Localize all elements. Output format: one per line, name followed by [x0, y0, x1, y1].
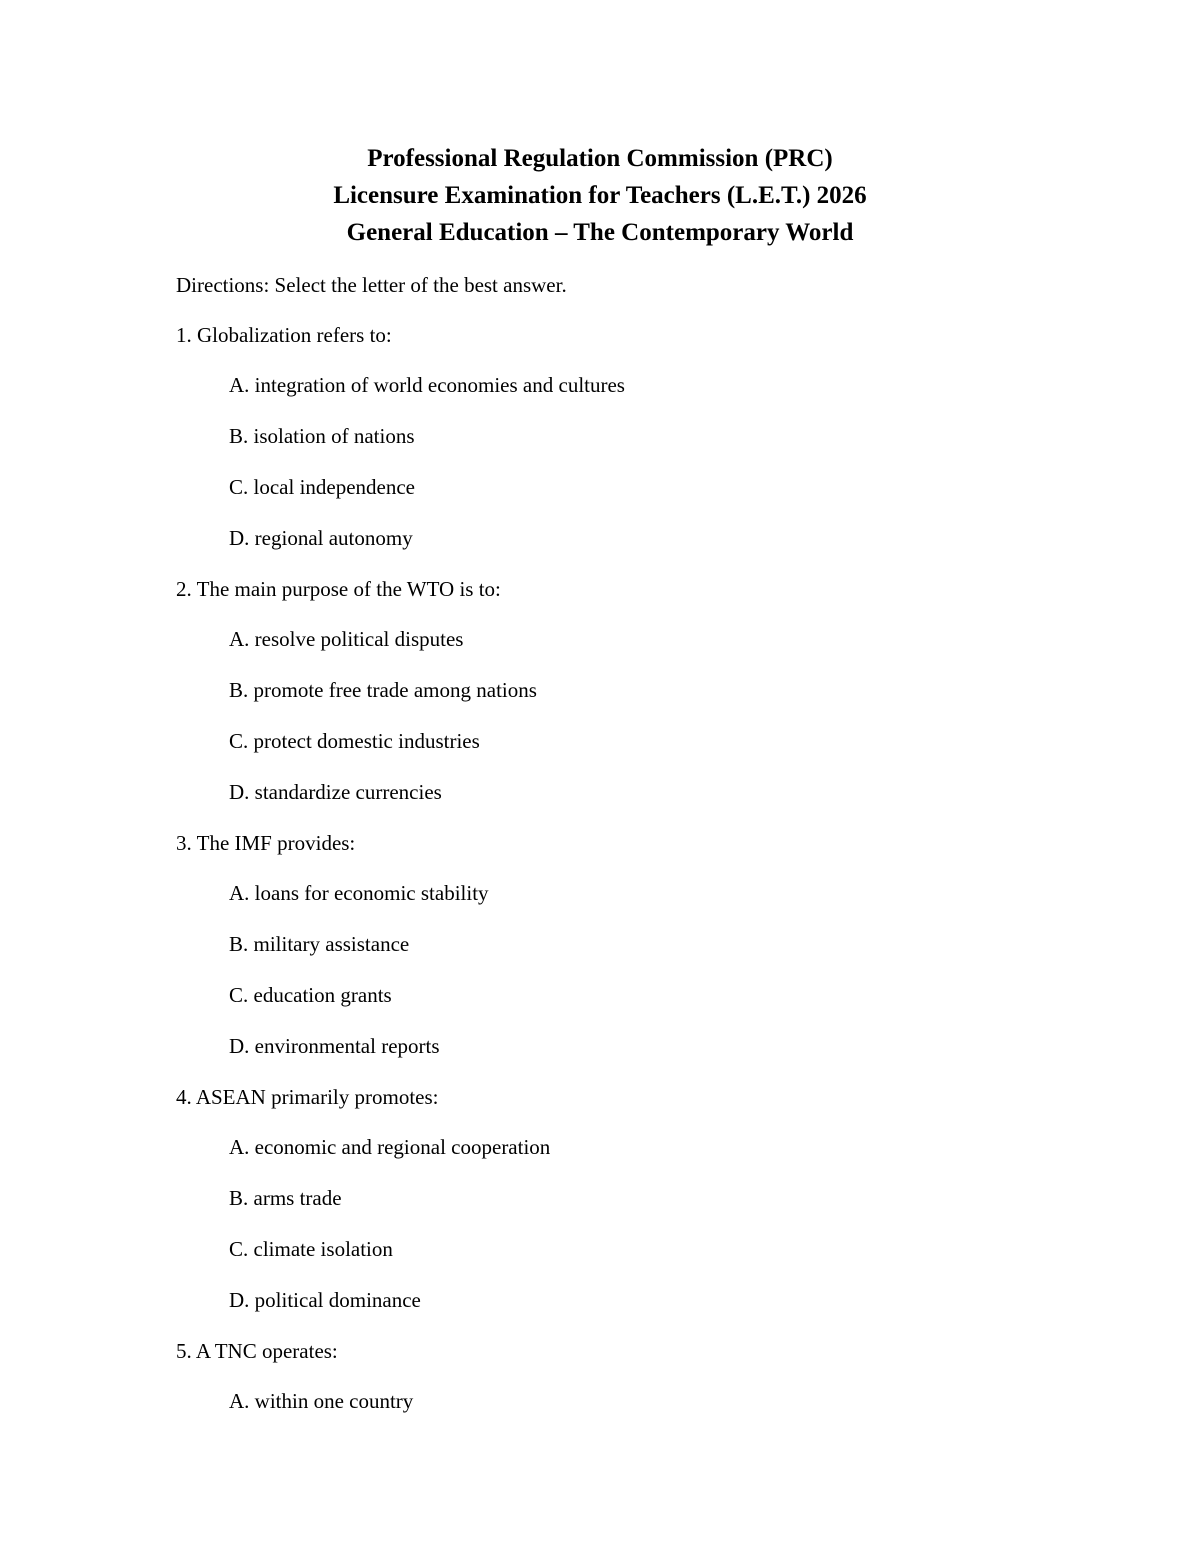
answer-option: A. loans for economic stability	[229, 881, 489, 905]
header-title-exam: Licensure Examination for Teachers (L.E.T.) 2026	[333, 182, 867, 209]
question-1	[176, 320, 1126, 553]
answer-option: C. education grants	[229, 983, 392, 1007]
answer-option: C. local independence	[229, 475, 416, 499]
document-header	[0, 140, 1200, 251]
question-text: 3. The IMF provides:	[176, 831, 356, 855]
header-title-organization: Professional Regulation Commission (PRC)	[367, 145, 833, 172]
question-2	[176, 574, 1126, 807]
answer-option: D. regional autonomy	[229, 526, 413, 550]
question-3	[176, 828, 1126, 1061]
question-4	[176, 1082, 1126, 1315]
question-list	[176, 320, 1126, 1437]
answer-option: A. resolve political disputes	[229, 627, 464, 651]
question-text: 4. ASEAN primarily promotes:	[176, 1085, 439, 1109]
answer-option: C. protect domestic industries	[229, 729, 480, 753]
answer-option: D. environmental reports	[229, 1034, 440, 1058]
answer-option: B. arms trade	[229, 1186, 342, 1210]
answer-option: B. promote free trade among nations	[229, 678, 537, 702]
header-title-subject: General Education – The Contemporary World	[346, 219, 854, 246]
answer-option: B. isolation of nations	[229, 424, 415, 448]
question-text: 5. A TNC operates:	[176, 1339, 338, 1363]
answer-option: A. within one country	[229, 1389, 414, 1413]
answer-option: D. standardize currencies	[229, 780, 442, 804]
answer-option: B. military assistance	[229, 932, 410, 956]
answer-option: D. political dominance	[229, 1288, 421, 1312]
answer-option: A. economic and regional cooperation	[229, 1135, 551, 1159]
answer-option: C. climate isolation	[229, 1237, 393, 1261]
directions-text: Directions: Select the letter of the best answer.	[176, 273, 567, 297]
question-text: 1. Globalization refers to:	[176, 323, 392, 347]
answer-option: A. integration of world economies and cultures	[229, 373, 625, 397]
question-5	[176, 1336, 1126, 1416]
question-text: 2. The main purpose of the WTO is to:	[176, 577, 501, 601]
